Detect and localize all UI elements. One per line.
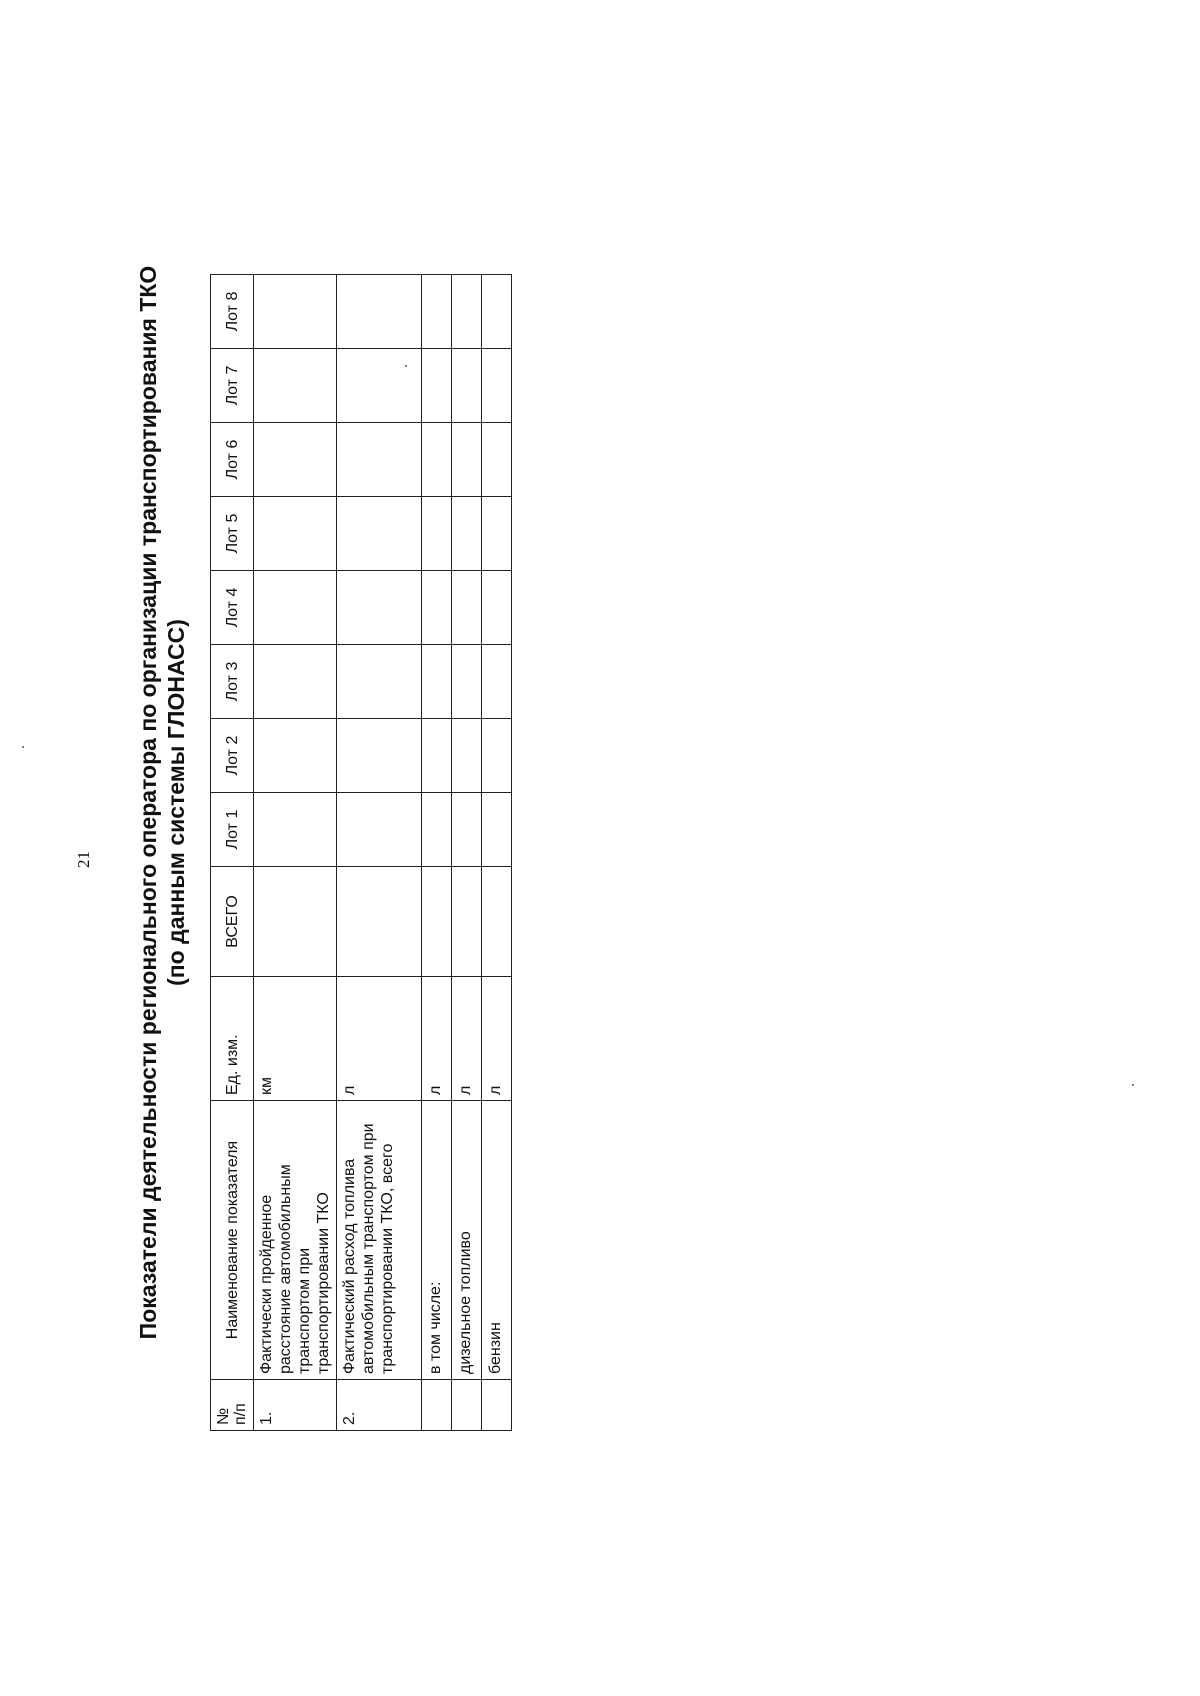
- header-unit: Ед. изм.: [211, 977, 254, 1101]
- cell-lot-4: [452, 571, 482, 645]
- header-lot-4: Лот 4: [211, 571, 254, 645]
- row-indicator-name: бензин: [482, 1101, 512, 1380]
- cell-lot-5: [254, 497, 337, 571]
- row-indicator-name: Фактически пройденное расстояние автомобильным транспортом при транспортировании ТКО: [254, 1101, 337, 1380]
- row-unit: л: [482, 977, 512, 1101]
- row-number: 1.: [254, 1380, 337, 1431]
- cell-lot-8: [337, 275, 422, 349]
- header-lot-8: Лот 8: [211, 275, 254, 349]
- cell-lot-8: [422, 275, 452, 349]
- cell-lot-3: [337, 645, 422, 719]
- indicators-table: [210, 274, 512, 1431]
- cell-lot-8: [482, 275, 512, 349]
- cell-lot-1: [337, 793, 422, 867]
- cell-lot-6: [422, 423, 452, 497]
- header-lot-1: Лот 1: [211, 793, 254, 867]
- cell-lot-5: [452, 497, 482, 571]
- cell-lot-6: [452, 423, 482, 497]
- cell-total: [452, 867, 482, 977]
- cell-lot-4: [422, 571, 452, 645]
- cell-total: [254, 867, 337, 977]
- cell-lot-2: [254, 719, 337, 793]
- cell-lot-1: [254, 793, 337, 867]
- header-number: [211, 1380, 254, 1431]
- cell-lot-7: [254, 349, 337, 423]
- cell-lot-2: [337, 719, 422, 793]
- cell-lot-7: [337, 349, 422, 423]
- cell-lot-4: [337, 571, 422, 645]
- row-unit: л: [452, 977, 482, 1101]
- header-lot-6: Лот 6: [211, 423, 254, 497]
- cell-lot-6: [482, 423, 512, 497]
- cell-lot-1: [452, 793, 482, 867]
- cell-lot-6: [254, 423, 337, 497]
- cell-lot-3: [482, 645, 512, 719]
- cell-lot-8: [452, 275, 482, 349]
- row-indicator-name: дизельное топливо: [452, 1101, 482, 1380]
- table-row: [337, 275, 422, 1431]
- table-row: [422, 275, 452, 1431]
- cell-lot-2: [482, 719, 512, 793]
- cell-lot-5: [422, 497, 452, 571]
- header-lot-3: Лот 3: [211, 645, 254, 719]
- document-title: [134, 145, 190, 1460]
- cell-lot-1: [422, 793, 452, 867]
- cell-lot-2: [452, 719, 482, 793]
- cell-lot-7: [422, 349, 452, 423]
- page-number: 21: [74, 851, 93, 868]
- row-unit: л: [422, 977, 452, 1101]
- cell-lot-5: [337, 497, 422, 571]
- rotated-content: [134, 145, 529, 1460]
- header-lot-2: Лот 2: [211, 719, 254, 793]
- header-number-suffix: п/п: [232, 1403, 249, 1425]
- cell-lot-7: [452, 349, 482, 423]
- row-number: 2.: [337, 1380, 422, 1431]
- row-indicator-name: в том числе:: [422, 1101, 452, 1380]
- cell-lot-3: [452, 645, 482, 719]
- cell-total: [337, 867, 422, 977]
- header-number-sign: №: [215, 1407, 232, 1425]
- row-unit: км: [254, 977, 337, 1101]
- cell-lot-3: [422, 645, 452, 719]
- cell-total: [482, 867, 512, 977]
- cell-lot-1: [482, 793, 512, 867]
- table-row: [482, 275, 512, 1431]
- cell-lot-5: [482, 497, 512, 571]
- row-number: [482, 1380, 512, 1431]
- row-indicator-name: Фактический расход топлива автомобильным транспортом при транспортировании ТКО, всего: [337, 1101, 422, 1380]
- row-number: [422, 1380, 452, 1431]
- header-lot-5: Лот 5: [211, 497, 254, 571]
- row-unit: л: [337, 977, 422, 1101]
- scan-speck: [22, 746, 24, 748]
- cell-lot-4: [482, 571, 512, 645]
- header-total: ВСЕГО: [211, 867, 254, 977]
- cell-lot-3: [254, 645, 337, 719]
- header-lot-7: Лот 7: [211, 349, 254, 423]
- cell-lot-4: [254, 571, 337, 645]
- cell-total: [422, 867, 452, 977]
- title-line-1: Показатели деятельности регионального оператора по организации транспортирования ТКО: [135, 265, 161, 1340]
- cell-lot-8: [254, 275, 337, 349]
- scan-speck: [1132, 1084, 1134, 1086]
- cell-lot-2: [422, 719, 452, 793]
- row-number: [452, 1380, 482, 1431]
- table-row: [452, 275, 482, 1431]
- title-line-2: (по данным системы ГЛОНАСС): [163, 619, 189, 986]
- table-header-row: [211, 275, 254, 1431]
- scan-speck: [405, 365, 407, 367]
- cell-lot-7: [482, 349, 512, 423]
- header-indicator-name: Наименование показателя: [211, 1101, 254, 1380]
- cell-lot-6: [337, 423, 422, 497]
- table-row: [254, 275, 337, 1431]
